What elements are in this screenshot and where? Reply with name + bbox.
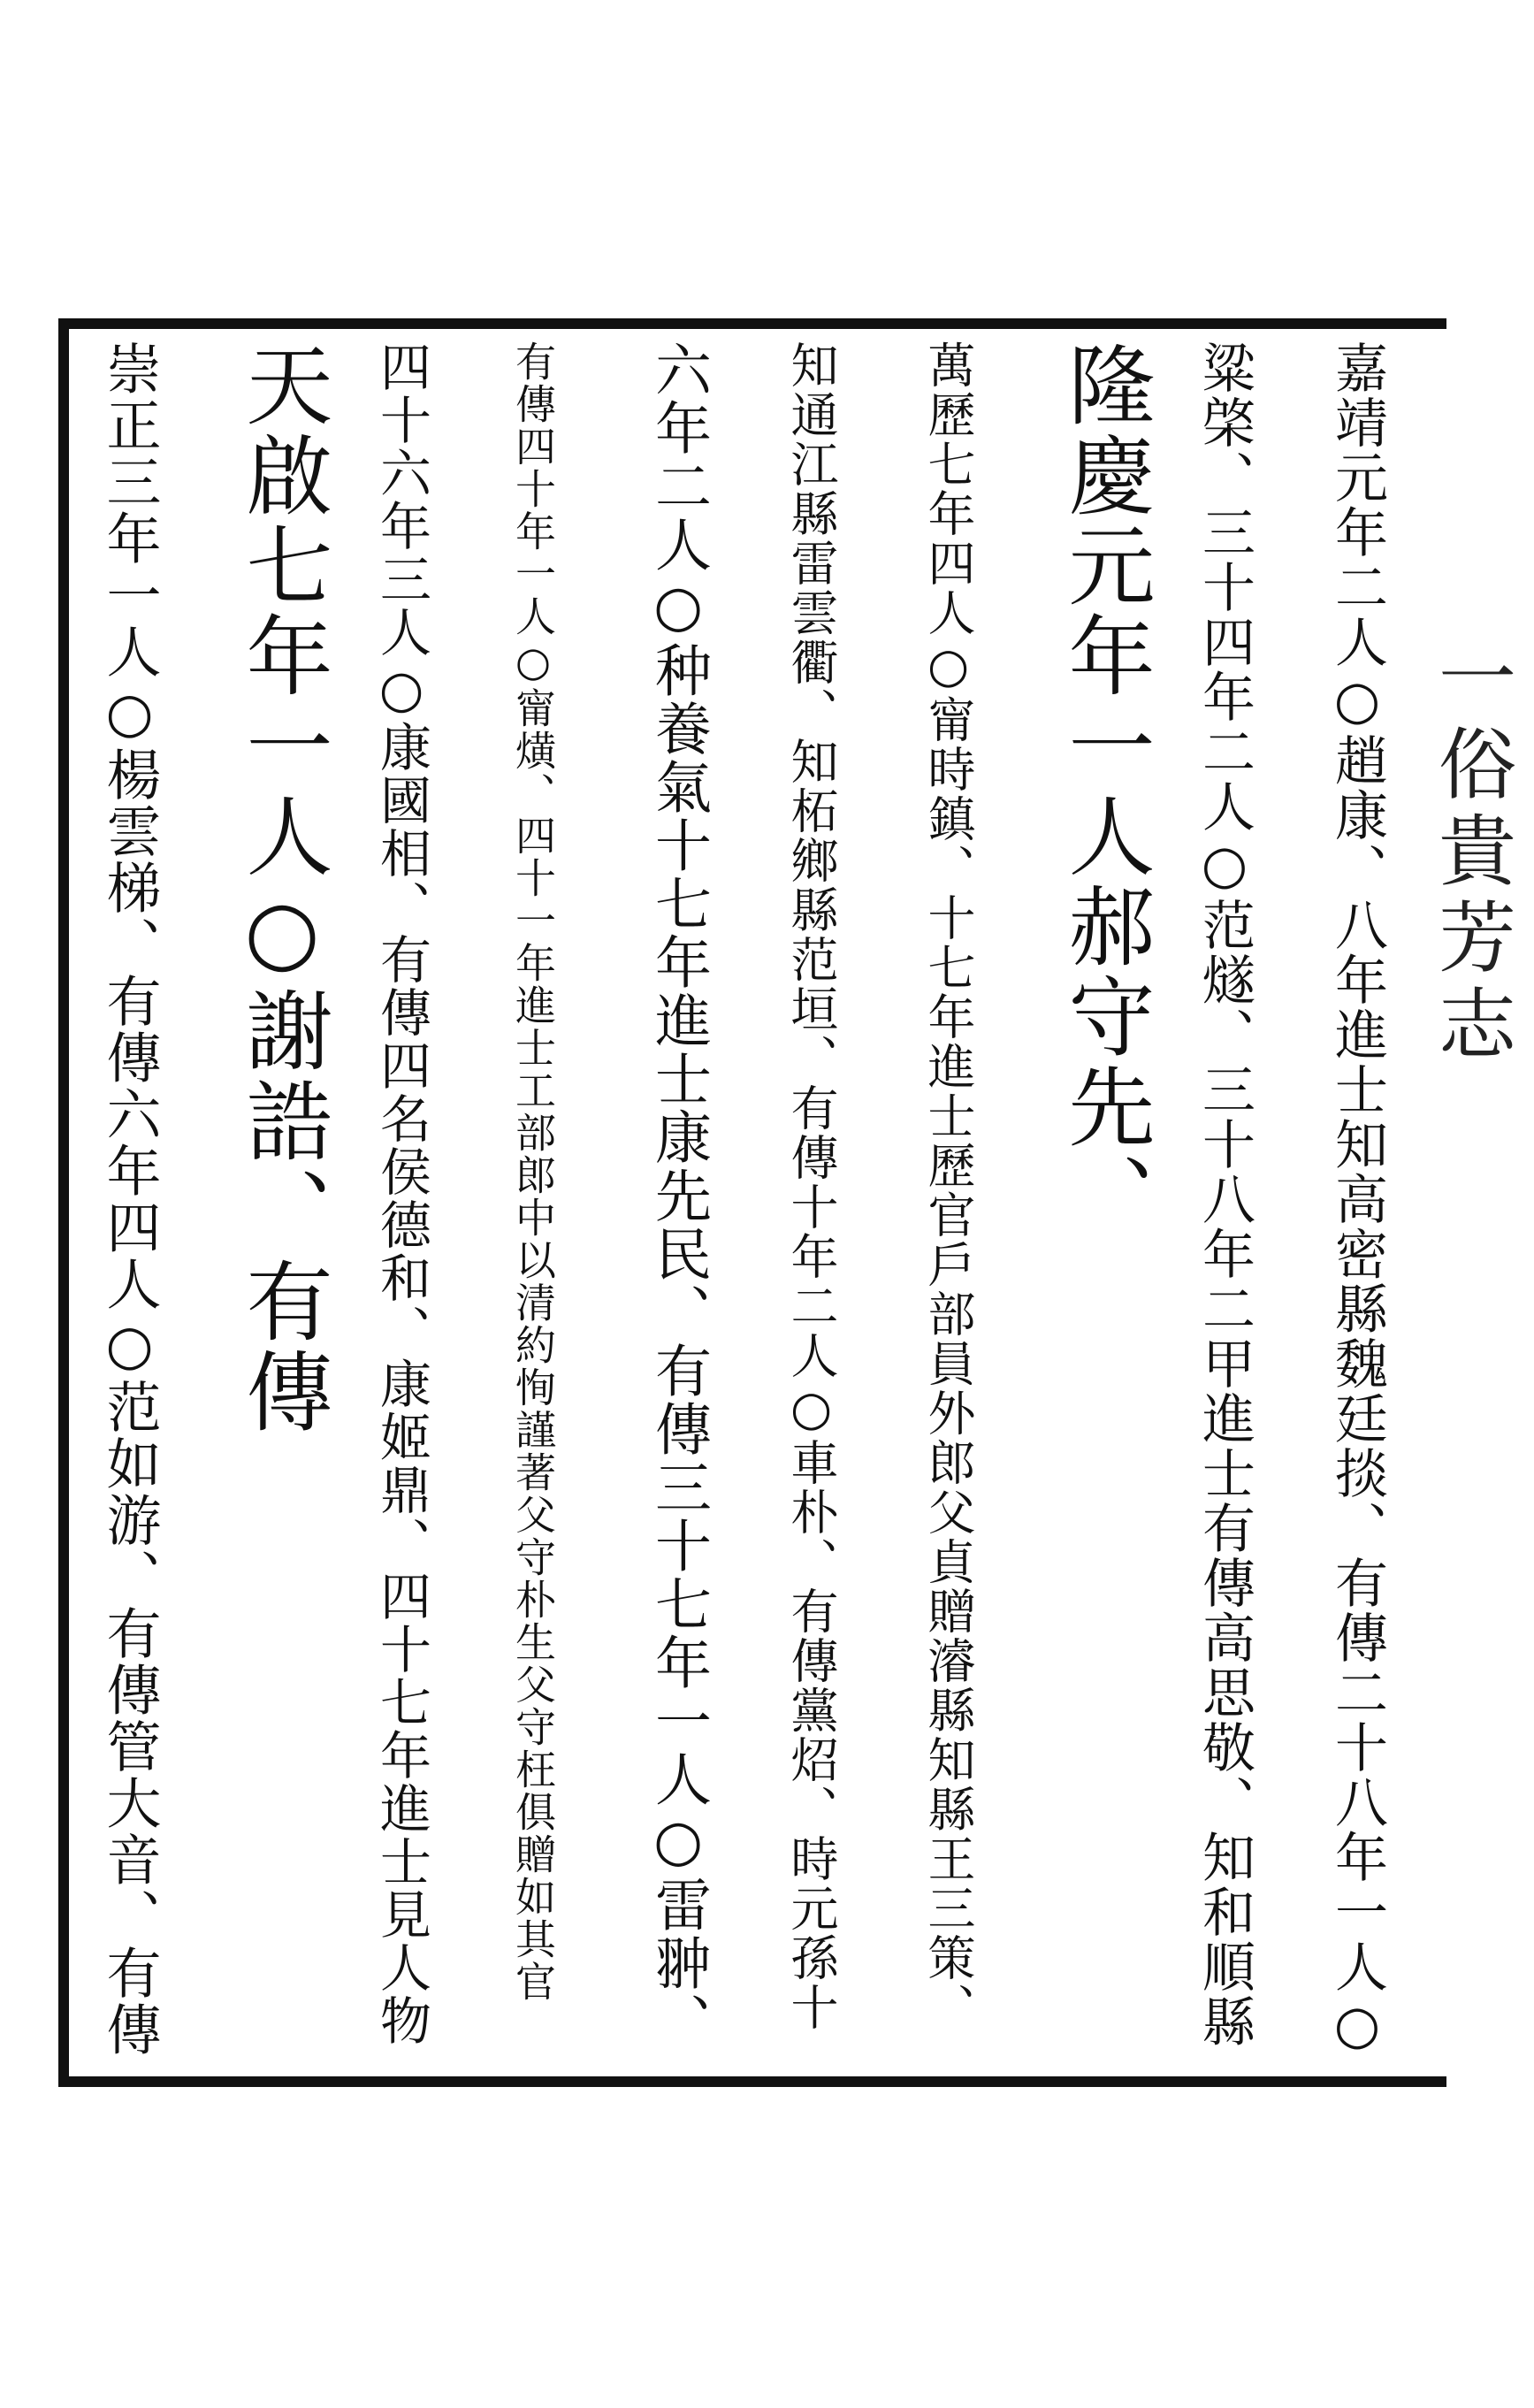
text-column-10: 崇正三年一人○楊雲梯、有傳六年四人○范如游、有傳管大音、有傳 [97,340,162,2058]
text-column-9: 天啟七年一人○謝誥、有傳 [232,340,332,1437]
frame-bottom-border [58,2076,1446,2087]
text-column-7: 有傳四十年一人○甯熿、四十一年進士工部郎中以清約恂謹著父守朴生父守枉俱贈如其官 [509,340,557,2003]
text-column-8: 四十六年三人○康國相、有傳四名侯德和、康姬鼎、四十七年進士見人物 [371,340,431,2047]
frame-left-border [58,318,69,2087]
frame-top-border [58,318,1446,329]
text-column-2: 粱棨、三十四年二人○范燧、三十八年二甲進士有傳高思敬、知和順縣 [1194,340,1255,2049]
margin-title: 一俗貴芳志 [1426,637,1517,1070]
text-column-1: 嘉靖元年二人○趙康、八年進士知高密縣魏廷掞、有傳二十八年一人○ [1326,340,1388,2058]
text-column-3: 隆慶元年一人郝守先、 [1054,340,1155,1242]
text-column-5: 知通江縣雷雲衢、知柘鄉縣范垣、有傳十年二人○車朴、有傳黨炤、時元孫十 [783,340,839,2032]
text-column-4: 萬歷七年四人○甯時鎮、十七年進士歷官戶部員外郎父貞贈濬縣知縣王三策、 [920,340,976,2032]
text-column-6: 六年二人○种養氣十七年進士康先民、有傳三十七年一人○雷翀、 [645,340,711,2051]
text-body [97,340,1441,2074]
